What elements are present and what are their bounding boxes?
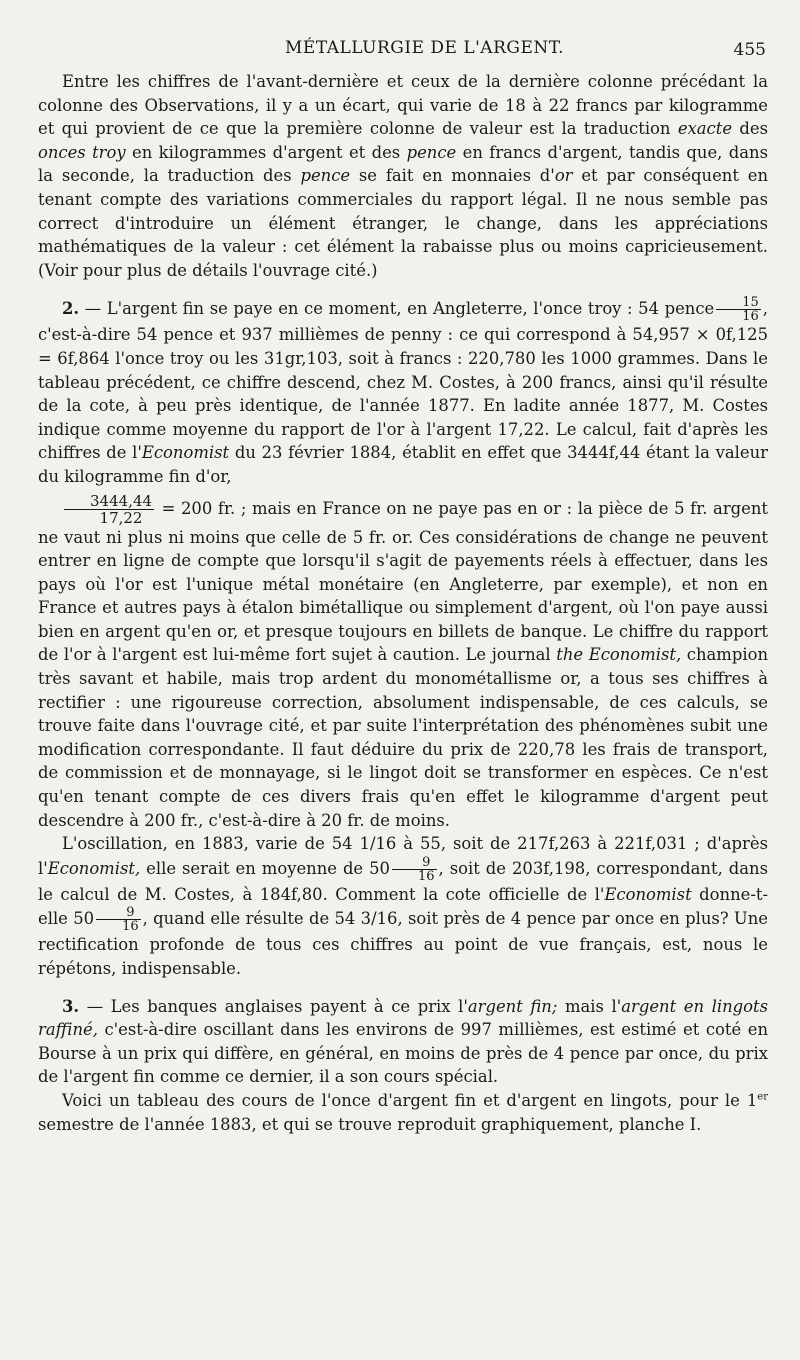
note-3: 3. — Les banques anglaises payent à ce prix l'argent fin; mais l'argent en lingots raffiné, c'est-à-dire oscillant dans les environs de 997 millièmes, est estimé et coté en Bourse à un prix qui diffère, en général, en moins de près de 4 pence par once, du prix de l'argent fin comme ce dernier, il a son cours spécial. <box>38 996 768 1087</box>
note-number: 2. <box>62 299 80 319</box>
fraction: $\frac{9}{16}$ <box>392 856 437 883</box>
note-number: 3. <box>62 996 80 1016</box>
note-2: 2. — L'argent fin se paye en ce moment, en Angleterre, l'once troy : 54 pence $\frac{15}{16}$ , c'est-à-dire 54 pence et 937 millièmes de penny : ce qui correspond à 54,957 × 0f,125 = 6f,864 l'once troy ou les 31gr,103, soit à francs : 220,780 les 1000 grammes. Dans le tableau précédent, ce chiffre descend, chez M. Costes, à 200 francs, ainsi qu'il résulte de la cote, à peu près identique, de l'année 1877. En ladite année 1877, M. Costes indique comme moyenne du rapport de l'or à l'argent 17,22. Le calcul, fait d'après les chiffres de l'Economist du 23 février 1884, établit en effet que 3444f,44 étant la valeur du kilogramme fin d'or, $\frac{3444,44}{17,22}$ = 200 fr. ; mais en France on ne paye pas en or : la pièce de 5 fr. argent ne vaut ni plus ni moins que celle de 5 fr. or. Ces considérations de change ne peuvent entrer en ligne de compte que lorsqu'il s'agit de payements réels à effectuer, dans les pays où l'or est l'unique métal monétaire (en Angleterre, par exemple), et non en France et autres pays à étalon bimétallique ou simplement d'argent, où l'on paye aussi bien en argent qu'en or, et presque toujours en billets de banque. Le chiffre du rapport de l'or à l'argent est lui-même fort sujet à caution. Le journal the Economist, champion très savant et habile, mais trop ardent du monométallisme or, a tous ses chiffres à rectifier : une rigoureuse correction, absolument indispensable, de ces calculs, se trouve faite dans l'ouvrage cité, et par suite l'interprétation des phénomènes subit une modification correspondante. Il faut déduire du prix de 220,78 les frais de transport, de commission et de monnayage, si le lingot doit se transformer en espèces. Ce n'est qu'en tenant compte de ces divers frais qu'en effet le kilogramme d'argent peut descendre à 200 fr., c'est-à-dire à 20 fr. de moins. <box>38 295 769 830</box>
running-head <box>0 38 800 62</box>
paragraph-oscillation: L'oscillation, en 1883, varie de 54 1/16 à 55, soit de 217f,263 à 221f,031 ; d'après l'Economist, elle serait en moyenne de 50 $\frac{9}{16}$ , soit de 203f,198, correspondant, dans le calcul de M. Costes, à 184f,80. Comment la cote officielle de l'Economist donne-t-elle 50 $\frac{9}{16}$ , quand elle résulte de 54 3/16, soit près de 4 pence par once en plus? Une rectification profonde de tous ces chiffres au point de vue français, est, nous le répétons, indispensable. <box>38 834 769 978</box>
paragraph-table-intro: Voici un tableau des cours de l'once d'argent fin et d'argent en lingots, pour le 1er semestre de l'année 1883, et qui se trouve reproduit graphiquement, planche I. <box>38 1090 768 1134</box>
fraction: $\frac{3444,44}{17,22}$ <box>64 493 154 526</box>
running-title: MÉTALLURGIE DE L'ARGENT. <box>285 38 564 58</box>
fraction: $\frac{9}{16}$ <box>96 906 141 933</box>
body-text <box>38 70 768 1136</box>
paragraph-observations: Entre les chiffres de l'avant-dernière et ceux de la dernière colonne précédant la colonne des Observations, il y a un écart, qui varie de 18 à 22 francs par kilogramme et qui provient de ce que la première colonne de valeur est la traduction exacte des onces troy en kilogrammes d'argent et des pence en francs d'argent, tandis que, dans la seconde, la traduction des pence se fait en monnaies d'or et par conséquent en tenant compte des variations commerciales du rapport légal. Il ne nous semble pas correct d'introduire un élément étranger, le change, dans les appréciations mathématiques de la valeur : cet élément la rabaisse plus ou moins capricieusement. (Voir pour plus de détails l'ouvrage cité.) <box>38 72 769 280</box>
page-number: 455 <box>733 40 766 60</box>
fraction: $\frac{15}{16}$ <box>716 296 761 323</box>
